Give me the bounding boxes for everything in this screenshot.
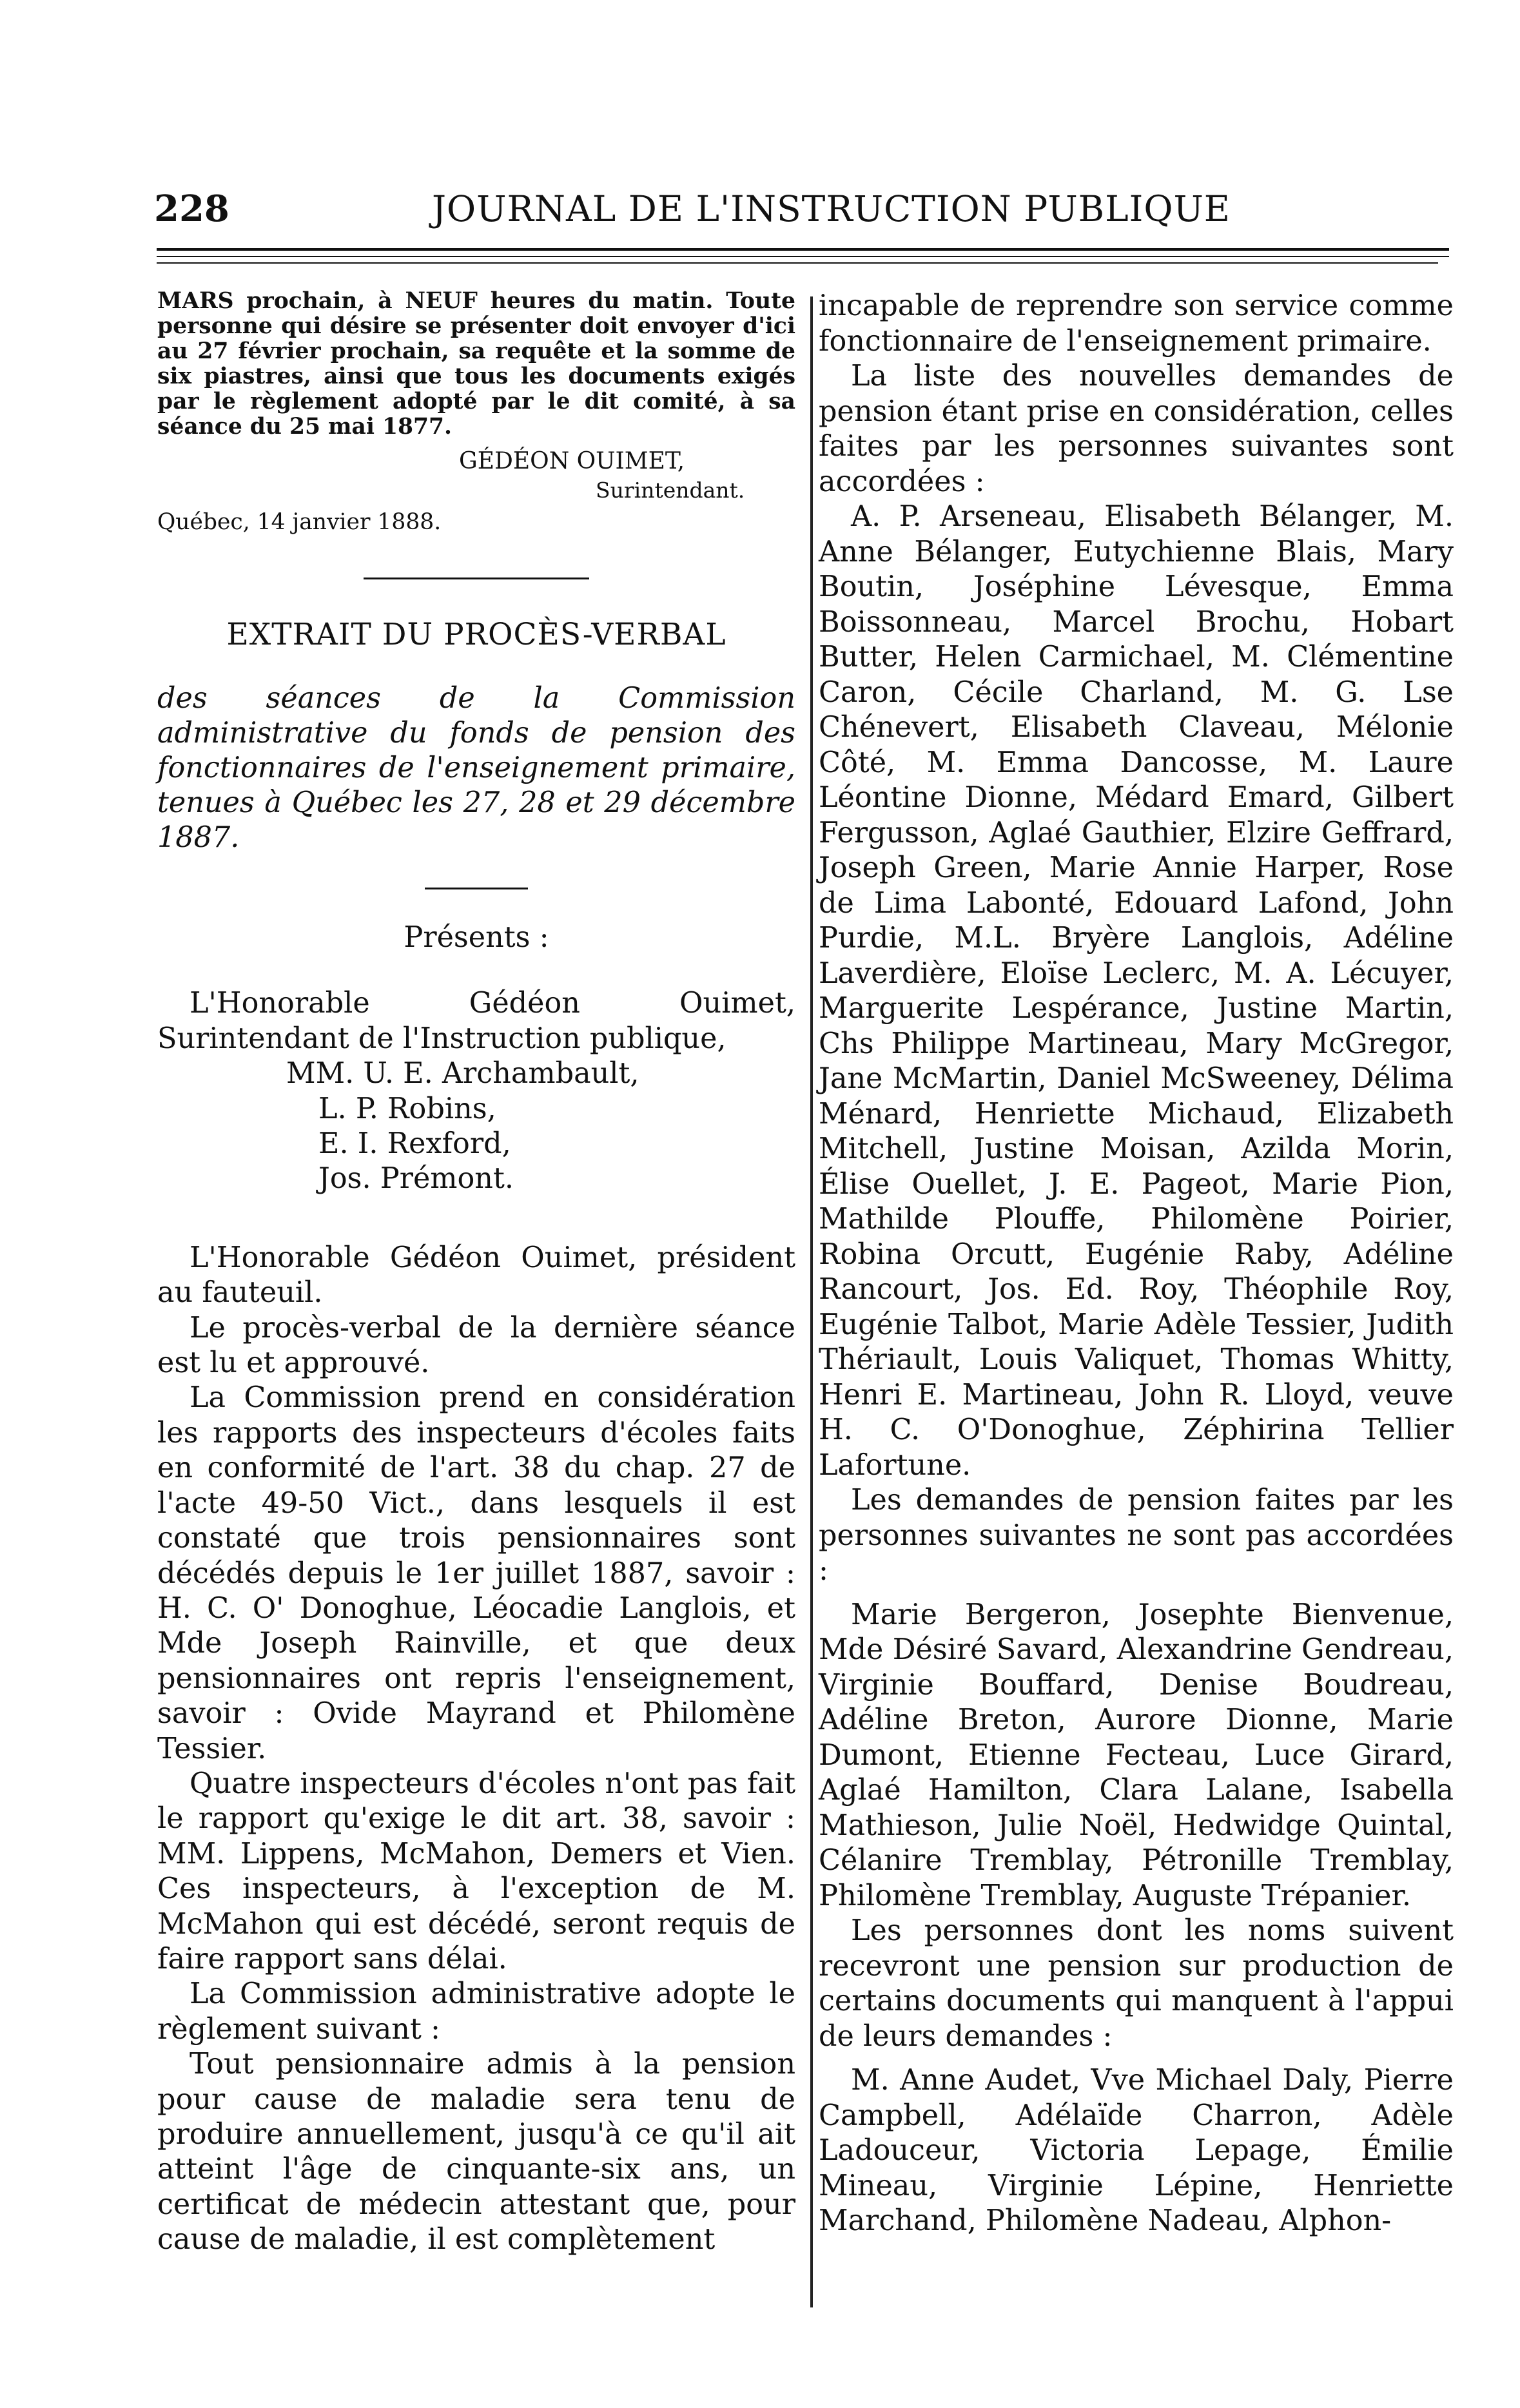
member-name: Jos. Prémont. (318, 1162, 514, 1196)
continued-paragraph: incapable de reprendre son service comme fonctionnaire de l'enseignement primaire. (819, 289, 1454, 358)
date-line: Québec, 14 janvier 1888. (157, 509, 442, 535)
header-rule-thick (157, 248, 1449, 251)
section-subheading: des séances de la Commission administrative du fonds de pension des fonctionnaires de l'enseignement primaire, tenues à Québec les 27, 28 et 29 décembre 1887. (157, 682, 795, 854)
signature-role: Surintendant. (596, 478, 745, 503)
section-heading: EXTRAIT DU PROCÈS-VERBAL (226, 617, 726, 652)
section-rule (364, 578, 589, 579)
granted-pensions-list: A. P. Arseneau, Elisabeth Bélanger, M. Anne Bélanger, Eutychienne Blais, Mary Boutin, Joséphine Lévesque, Emma Boissonneau, Marcel Brochu, Hobart Butter, Helen Carmichael, M. Clémentine Caron, Cécile Charland, M. G. Lse Chénevert, Elisabeth Claveau, Mélonie Côté, M. Emma Dancosse, M. Laure Léontine Dionne, Médard Emard, Gilbert Fergusson, Aglaé Gauthier, Elzire Geffrard, Joseph Green, Marie Annie Harper, Rose de Lima Labonté, Edouard Lafond, John Purdie, M.L. Bryère Langlois, Adéline Laverdière, Eloïse Leclerc, M. A. Lécuyer, Marguerite Lespérance, Justine Martin, Chs Philippe Martineau, Mary McGregor, Jane McMartin, Daniel McSweeney, Délima Ménard, Henriette Michaud, Elizabeth Mitchell, Justine Moisan, Azilda Morin, Élise Ouellet, J. E. Pageot, Marie Pion, Mathilde Plouffe, Philomène Poirier, Robina Orcutt, Eugénie Raby, Adéline Rancourt, Jos. Ed. Roy, Théophile Roy, Eugénie Talbot, Marie Adèle Tessier, Judith Thériault, Louis Valiquet, Thomas Whitty, Henri E. Martineau, John R. Lloyd, veuve H. C. O'Donoghue, Zéphirina Tellier Lafortune. (819, 500, 1454, 1482)
exam-notice: MARS prochain, à NEUF heures du matin. Toute personne qui désire se présenter doit envoyer d'ici au 27 février prochain, sa requête et la somme de six piastres, ainsi que tous les documents exigés par le règlement adopté par le dit comité, à sa séance du 25 mai 1877. (157, 288, 795, 440)
header-rule-thin (157, 256, 1449, 257)
members-list (157, 1056, 795, 1197)
paragraph: Les demandes de pension faites par les personnes suivantes ne sont pas accordées : (819, 1484, 1454, 1587)
running-title: JOURNAL DE L'INSTRUCTION PUBLIQUE (432, 188, 1231, 229)
paragraph: La Commission administrative adopte le règlement suivant : (157, 1977, 795, 2046)
paragraph: La liste des nouvelles demandes de pension étant prise en considération, celles faites par les personnes suivantes sont accordées : (819, 360, 1454, 498)
member-name: L. P. Robins, (318, 1092, 496, 1125)
header-rule-thin (157, 262, 1438, 264)
presents-main: L'Honorable Gédéon Ouimet, Surintendant de l'Instruction publique, (157, 987, 795, 1055)
section-rule (425, 888, 528, 889)
page-number: 228 (154, 188, 229, 230)
paragraph: L'Honorable Gédéon Ouimet, président au fauteuil. (157, 1241, 795, 1310)
paragraph: Quatre inspecteurs d'écoles n'ont pas fait le rapport qu'exige le dit art. 38, savoir : MM. Lippens, McMahon, Demers et Vien. Ces inspecteurs, à l'exception de M. McMahon qui est décédé, seront requis de faire rapport sans délai. (157, 1767, 795, 1976)
column-rule (810, 296, 813, 2307)
member-name: E. I. Rexford, (318, 1127, 511, 1161)
signature-name: GÉDÉON OUIMET, (459, 448, 685, 474)
refused-pensions-list: Marie Bergeron, Josephte Bienvenue, Mde Désiré Savard, Alexandrine Gendreau, Virginie Bouffard, Denise Boudreau, Adéline Breton, Aurore Dionne, Marie Dumont, Etienne Fecteau, Luce Girard, Aglaé Hamilton, Clara Lalane, Isabella Mathieson, Julie Noël, Hedwidge Quintal, Célanire Tremblay, Pétronille Tremblay, Philomène Tremblay, Auguste Trépanier. (819, 1598, 1454, 1912)
paragraph: Tout pensionnaire admis à la pension pour cause de maladie sera tenu de produire annuellement, jusqu'à ce qu'il ait atteint l'âge de cinquante-six ans, un certificat de médecin attestant que, pour cause de maladie, il est complètement (157, 2048, 795, 2257)
right-column (819, 289, 1454, 2239)
member-name: MM. U. E. Archambault, (286, 1057, 639, 1091)
left-column (157, 289, 795, 2258)
paragraph: Le procès-verbal de la dernière séance est lu et approuvé. (157, 1311, 795, 1380)
paragraph: Les personnes dont les noms suivent recevront une pension sur production de certains documents qui manquent à l'appui de leurs demandes : (819, 1914, 1454, 2053)
presents-label: Présents : (404, 921, 549, 954)
pending-pensions-list: M. Anne Audet, Vve Michael Daly, Pierre Campbell, Adélaïde Charron, Adèle Ladouceur, Victoria Lepage, Émilie Mineau, Virginie Lépine, Henriette Marchand, Philomène Nadeau, Alphon- (819, 2064, 1454, 2237)
paragraph: La Commission prend en considération les rapports des inspecteurs d'écoles faits en conformité de l'art. 38 du chap. 27 de l'acte 49-50 Vict., dans lesquels il est constaté que trois pensionnaires sont décédés depuis le 1er juillet 1887, savoir : H. C. O' Donoghue, Léocadie Langlois, et Mde Joseph Rainville, et que deux pensionnaires ont repris l'enseignement, savoir : Ovide Mayrand et Philomène Tessier. (157, 1381, 795, 1765)
